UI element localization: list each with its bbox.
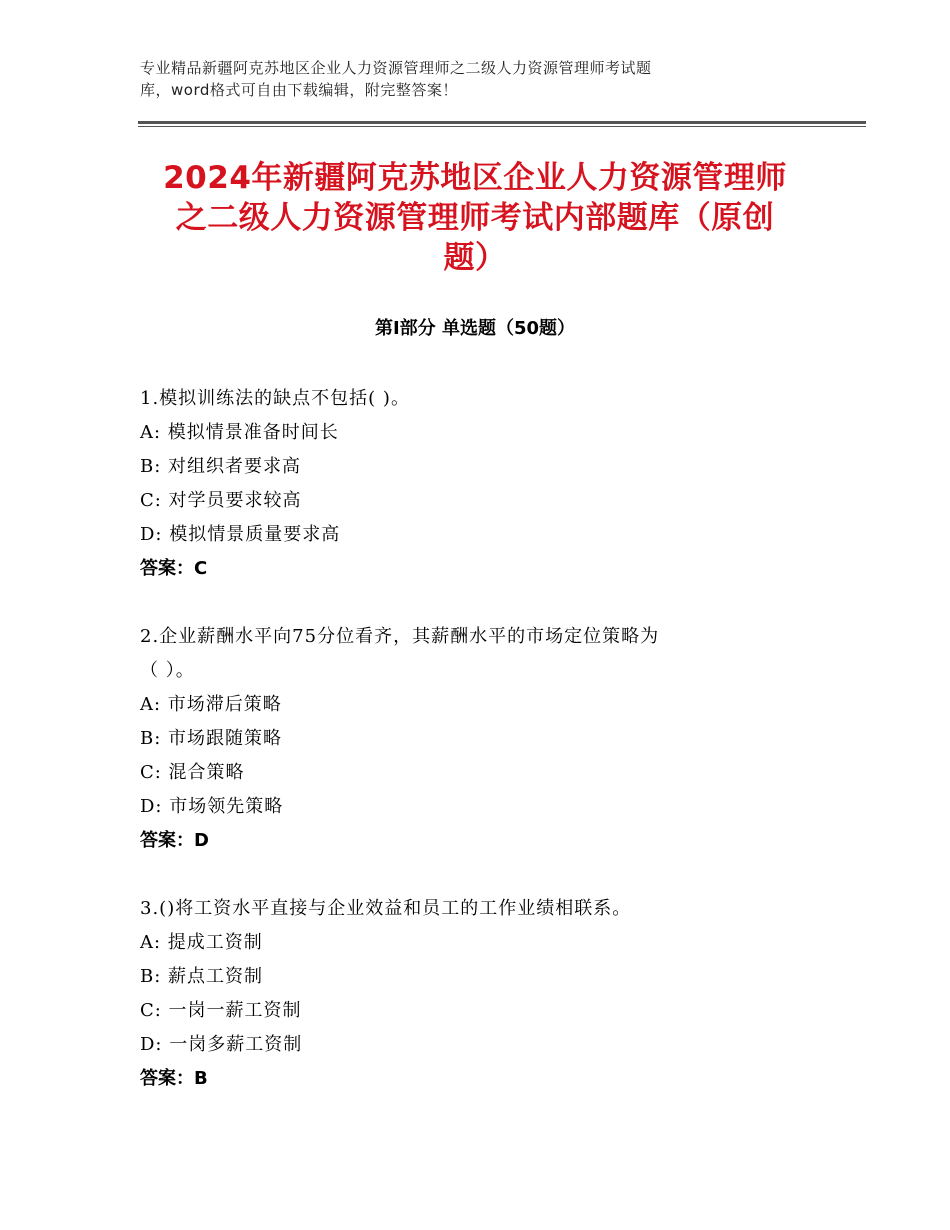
question-stem: 3.()将工资水平直接与企业效益和员工的工作业绩相联系。: [140, 898, 632, 919]
header-note: [140, 57, 800, 101]
option-b: B: 市场跟随策略: [140, 728, 283, 749]
question-3: [140, 892, 810, 1096]
option-a: A: 模拟情景准备时间长: [140, 422, 339, 443]
section-title: 第Ⅰ部分 单选题（50题）: [374, 318, 575, 339]
answer: 答案：C: [140, 558, 208, 579]
question-stem-continuation: （ ）。: [140, 660, 195, 681]
question-1: [140, 382, 810, 586]
document-title-line-2: 之二级人力资源管理师考试内部题库（原创: [175, 200, 775, 236]
option-d: D: 一岗多薪工资制: [140, 1034, 303, 1055]
header-divider-thick: [138, 121, 866, 124]
option-d: D: 模拟情景质量要求高: [140, 524, 341, 545]
document-title: [140, 158, 810, 278]
document-title-line-1: 2024年新疆阿克苏地区企业人力资源管理师: [163, 160, 787, 196]
option-a: A: 市场滞后策略: [140, 694, 282, 715]
answer: 答案：D: [140, 830, 209, 851]
option-a: A: 提成工资制: [140, 932, 263, 953]
question-2: [140, 620, 810, 858]
header-note-line-1: 专业精品新疆阿克苏地区企业人力资源管理师之二级人力资源管理师考试题: [140, 59, 652, 77]
answer: 答案：B: [140, 1068, 208, 1089]
header-divider-thin: [138, 126, 866, 127]
option-b: B: 对组织者要求高: [140, 456, 302, 477]
header-note-line-2: 库，word格式可自由下载编辑，附完整答案！: [140, 81, 458, 99]
option-c: C: 对学员要求较高: [140, 490, 302, 511]
question-stem: 1.模拟训练法的缺点不包括( )。: [140, 388, 410, 409]
option-b: B: 薪点工资制: [140, 966, 264, 987]
option-c: C: 混合策略: [140, 762, 245, 783]
document-title-line-3: 题）: [443, 240, 507, 276]
option-d: D: 市场领先策略: [140, 796, 284, 817]
question-list: [140, 382, 810, 1130]
option-c: C: 一岗一薪工资制: [140, 1000, 302, 1021]
question-stem: 2.企业薪酬水平向75分位看齐，其薪酬水平的市场定位策略为: [140, 626, 660, 647]
